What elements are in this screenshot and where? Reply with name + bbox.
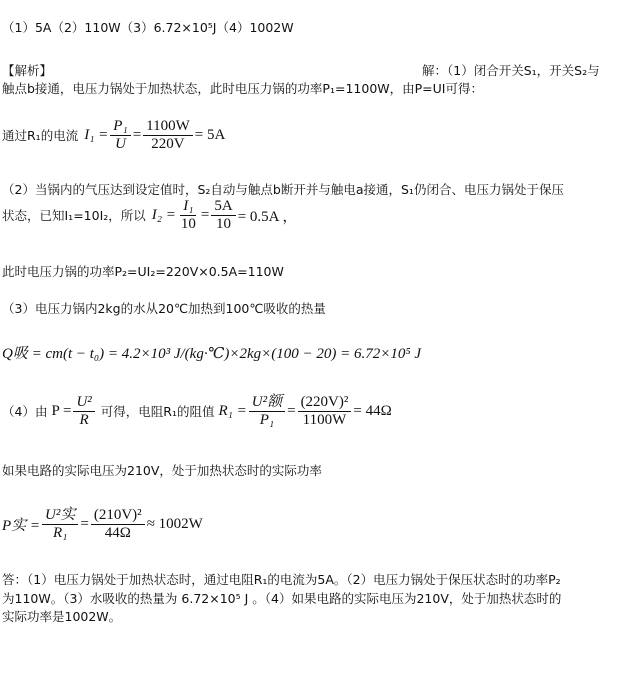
part2-current-equation: 状态，已知I₁=10I₂，所以 I₂ = $\frac{\text{I₁}}{10}$ = $\frac{5A}{10}$ = 0.5A ， (2, 198, 298, 232)
fraction-numerator: P₁ (110, 118, 130, 136)
fraction-denominator: R₁ (53, 525, 68, 541)
part4-actual-line: 如果电路的实际电压为210V，处于加热状态时的实际功率 (2, 463, 322, 478)
fraction-u2-over-r (73, 394, 94, 429)
fraction-numerator: I₁ (180, 198, 196, 216)
pa-rhs: ≈ 1002W (146, 516, 203, 532)
pa-eq: = (80, 516, 89, 532)
eq-rhs: = 5A (194, 127, 226, 143)
part2-line2-prefix: 状态，已知I₁=10I₂，所以 (2, 207, 146, 223)
r-lhs: R₁ = (218, 403, 247, 419)
part2-line1: （2）当锅内的气压达到设定值时，S₂自动与触点b断开并与触电a接通，S₁仍闭合、电压力锅处于保压 (2, 182, 564, 197)
fraction-numerator: U²额 (249, 394, 285, 412)
fraction-denominator: 220V (151, 136, 185, 152)
p-lhs: P = (51, 403, 72, 419)
part3-line1: （3）电压力锅内2kg的水从20℃加热到100℃吸收的热量 (2, 301, 326, 316)
r-rhs: = 44Ω (353, 403, 392, 419)
fraction-denominator: P₁ (259, 412, 275, 428)
fraction-numerator: (210V)² (91, 507, 145, 525)
fraction-denominator: U (115, 136, 126, 152)
eq-lhs: I₂ = (151, 207, 176, 223)
part3-formula: Q吸 = cm(t − t₀) = 4.2×10³ J/(kg·℃)×2kg×(100 − 20) = 6.72×10⁵ J (2, 346, 421, 362)
fraction-denominator: 1100W (302, 412, 347, 428)
summary-line3: 实际功率是1002W。 (2, 609, 122, 624)
fraction-p-over-u (110, 118, 130, 153)
fraction-values (298, 394, 352, 429)
fraction-denominator: R (79, 412, 89, 428)
summary-line2: 为110W。（3）水吸收的热量为 6.72×10⁵ J 。（4）如果电路的实际电压为210V，处于加热状态时的 (2, 591, 562, 606)
fraction-denominator: 44Ω (104, 525, 131, 541)
r-eq: = (287, 403, 296, 419)
fraction-values (91, 507, 145, 542)
fraction-numerator: U² (73, 394, 94, 412)
fraction-u2-over-r1 (42, 507, 78, 542)
fraction-numerator: 5A (211, 198, 235, 216)
fraction-i1-over-10 (178, 198, 199, 233)
part4-mid: 可得，电阻R₁的阻值 (100, 403, 215, 419)
part4-prefix: （4）由 (2, 403, 48, 419)
part1-current-equation: 通过R₁的电流 I₁ = $\frac{\text{P₁}}{U}$ = $\frac{1100W}{220V}$ = 5A (2, 118, 226, 152)
fraction-denominator: 10 (180, 216, 196, 232)
fraction-denominator: 10 (216, 216, 232, 232)
part2-power-line: 此时电压力锅的功率P₂=UI₂=220V×0.5A=110W (2, 264, 284, 279)
summary-line1: 答：（1）电压力锅处于加热状态时，通过电阻R₁的电流为5A。（2）电压力锅处于保压状态时的功率P₂ (2, 572, 561, 587)
part1-intro: 解：（1）闭合开关S₁，开关S₂与 (422, 63, 600, 78)
pa-lhs: P实 = (2, 518, 41, 534)
current-prefix: 通过R₁的电流 (2, 127, 79, 143)
fraction-u2-over-p1 (249, 394, 285, 429)
answer-line: （1）5A（2）110W（3）6.72×10⁵J（4）1002W (2, 20, 294, 35)
part4-actual-power-equation (2, 507, 203, 542)
fraction-numerator: 1100W (143, 118, 193, 136)
fraction-numerator: U²实 (42, 507, 78, 525)
jiexi-label: 【解析】 (2, 63, 53, 78)
fraction-numerator: (220V)² (298, 394, 352, 412)
part4-resistance-equation (2, 394, 392, 429)
fraction-values (143, 118, 193, 153)
part1-intro-line2: 触点b接通，电压力锅处于加热状态，此时电压力锅的功率P₁=1100W，由P=UI可得： (2, 81, 483, 96)
eq-lhs: I₁ = (84, 127, 109, 143)
fraction-values (211, 198, 235, 233)
eq-rhs: = 0.5A ， (237, 209, 298, 225)
